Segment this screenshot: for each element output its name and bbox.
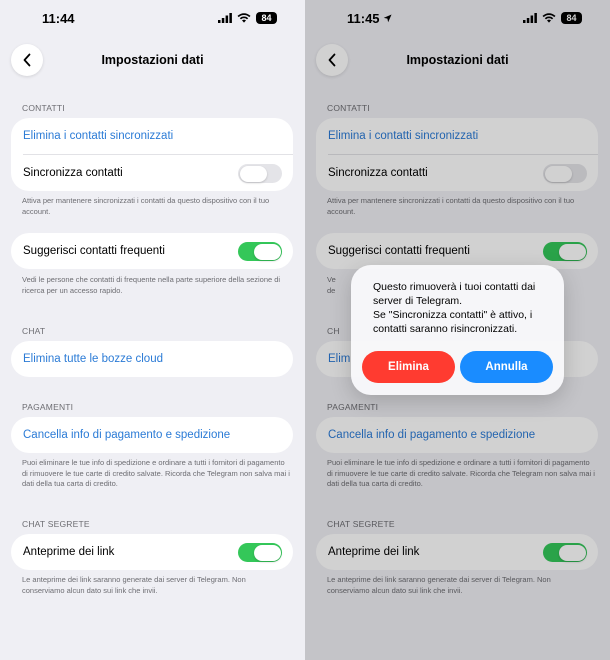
sync-contacts-label: Sincronizza contatti xyxy=(23,167,123,179)
signal-icon xyxy=(218,13,232,23)
sync-footer: Attiva per mantenere sincronizzati i contatti da questo dispositivo con il tuo account. xyxy=(327,196,575,216)
link-previews-footer: Le anteprime dei link saranno generate dai server di Telegram. Non conserviamo alcun dato sui link che invii. xyxy=(327,575,551,595)
toggle-knob xyxy=(254,545,281,561)
delete-synced-contacts-button[interactable]: Elimina i contatti sincronizzati xyxy=(328,130,479,142)
section-header-chat: CH xyxy=(327,326,340,336)
section-header-chat: CHAT xyxy=(22,326,46,336)
sync-contacts-label: Sincronizza contatti xyxy=(328,167,428,179)
status-time: 11:45 xyxy=(347,11,380,26)
sync-contacts-row xyxy=(11,155,293,191)
chat-card xyxy=(11,341,293,377)
link-previews-label: Anteprime dei link xyxy=(23,546,115,558)
payments-card xyxy=(11,417,293,453)
toggle-knob xyxy=(240,166,267,182)
suggest-frequent-toggle[interactable] xyxy=(238,242,282,261)
delete-synced-contacts-button[interactable]: Elimina i contatti sincronizzati xyxy=(23,130,174,142)
delete-cloud-drafts-button[interactable]: Elim xyxy=(328,353,351,365)
suggest-frequent-label: Suggerisci contatti frequenti xyxy=(23,245,165,257)
alert-message xyxy=(373,280,553,336)
cancel-button[interactable]: Annulla xyxy=(460,351,553,383)
section-header-contacts: CONTATTI xyxy=(327,103,370,113)
payment-footer: Puoi eliminare le tue info di spedizione e ordinare a tutti i fornitori di pagamento di rimuovere le tue carte di credito salvate. Ricorda che Telegram non salva mai i dati della tua carta di credito. xyxy=(22,458,290,488)
link-previews-label: Anteprime dei link xyxy=(328,546,420,558)
delete-cloud-drafts-button[interactable]: Elimina tutte le bozze cloud xyxy=(23,353,163,365)
clear-payment-info-button[interactable]: Cancella info di pagamento e spedizione xyxy=(328,429,536,441)
link-previews-row xyxy=(11,534,293,570)
suggest-card xyxy=(11,233,293,269)
section-header-payments: PAGAMENTI xyxy=(327,402,379,412)
confirm-alert xyxy=(351,265,564,395)
suggest-footer-partial: Ve xyxy=(327,275,336,284)
link-previews-toggle[interactable] xyxy=(238,543,282,562)
suggest-frequent-label: Suggerisci contatti frequenti xyxy=(328,245,470,257)
payment-footer: Puoi eliminare le tue info di spedizione e ordinare a tutti i fornitori di pagamento di rimuovere le tue carte di credito salvate. Ricorda che Telegram non salva mai i dati della tua carta di credito. xyxy=(327,458,595,488)
wifi-icon xyxy=(237,13,251,23)
sync-contacts-toggle[interactable] xyxy=(238,164,282,183)
section-header-secret: CHAT SEGRETE xyxy=(327,519,395,529)
sync-footer: Attiva per mantenere sincronizzati i contatti da questo dispositivo con il tuo account. xyxy=(22,196,270,216)
toggle-knob xyxy=(254,244,281,260)
suggest-footer-partial-2: de xyxy=(327,285,336,295)
contacts-card xyxy=(11,118,293,191)
section-header-payments: PAGAMENTI xyxy=(22,402,74,412)
clear-payment-info-button[interactable]: Cancella info di pagamento e spedizione xyxy=(23,429,231,441)
link-previews-footer: Le anteprime dei link saranno generate dai server di Telegram. Non conserviamo alcun dato sui link che invii. xyxy=(22,575,246,595)
alert-message-text: Questo rimuoverà i tuoi contatti dai server di Telegram. Se "Sincronizza contatti" è attivo, i contatti saranno risincronizzati. xyxy=(373,281,536,335)
delete-button[interactable]: Elimina xyxy=(362,351,455,383)
secret-card xyxy=(11,534,293,570)
status-time: 11:44 xyxy=(42,11,75,26)
battery-indicator: 84 xyxy=(561,12,582,24)
status-icons xyxy=(218,12,277,24)
battery-indicator: 84 xyxy=(256,12,277,24)
suggest-footer: Vedi le persone che contatti di frequente nella parte superiore della sezione di ricerca per un accesso rapido. xyxy=(22,275,281,295)
page-title: Impostazioni dati xyxy=(406,53,509,67)
suggest-frequent-row xyxy=(11,233,293,269)
section-header-secret: CHAT SEGRETE xyxy=(22,519,90,529)
page-title: Impostazioni dati xyxy=(101,53,204,67)
section-header-contacts: CONTATTI xyxy=(22,103,65,113)
